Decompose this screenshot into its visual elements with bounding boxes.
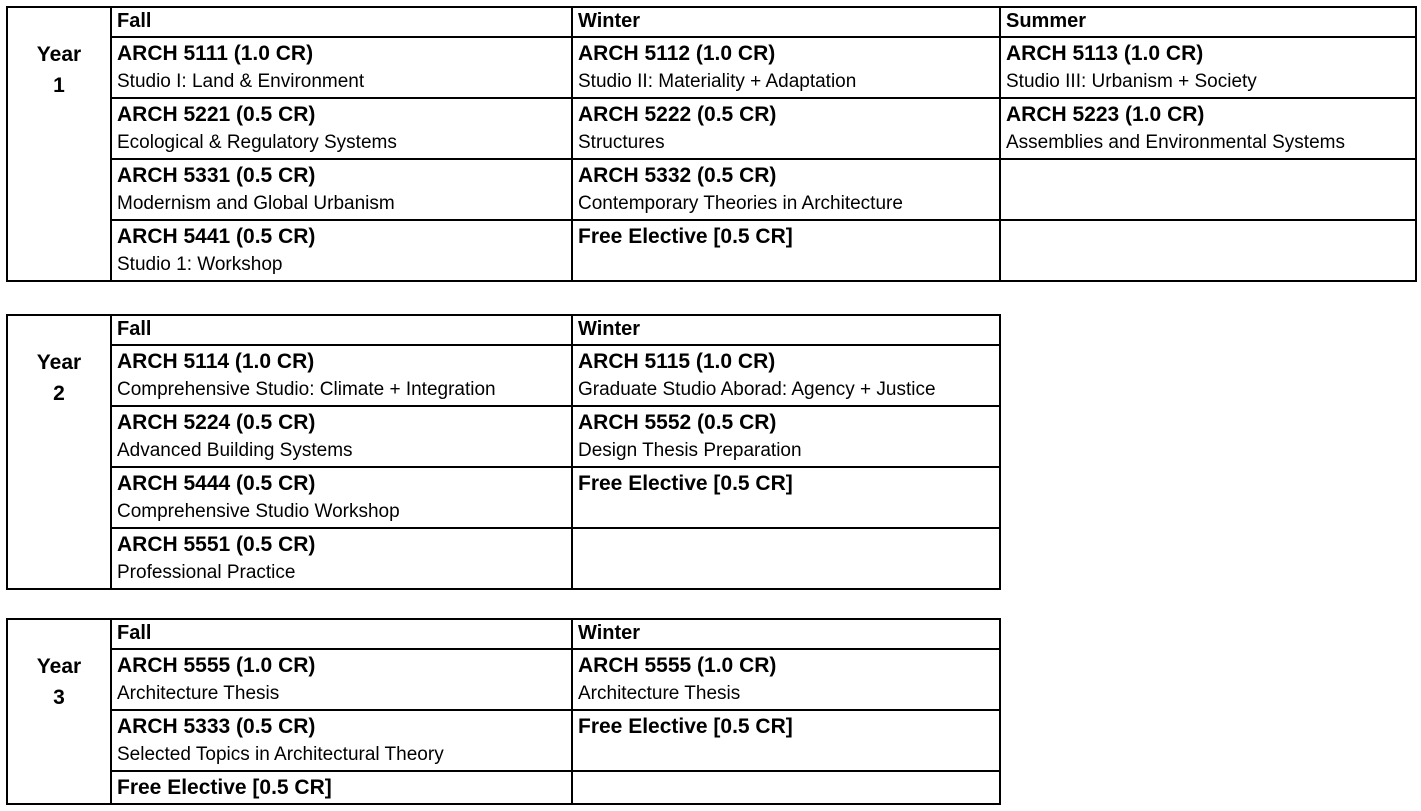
course-code: ARCH 5114 (1.0 CR) bbox=[117, 350, 315, 373]
course-cell bbox=[572, 467, 1000, 528]
year-word: Year bbox=[36, 655, 82, 678]
empty-cell bbox=[572, 771, 1000, 804]
course-code: ARCH 5222 (0.5 CR) bbox=[578, 103, 777, 126]
course-title: Assemblies and Environmental Systems bbox=[1006, 132, 1345, 153]
course-code: ARCH 5551 (0.5 CR) bbox=[117, 533, 316, 556]
course-code: ARCH 5112 (1.0 CR) bbox=[578, 42, 776, 65]
year-number: 1 bbox=[53, 74, 65, 97]
course-code: ARCH 5333 (0.5 CR) bbox=[117, 715, 316, 738]
course-cell bbox=[111, 345, 572, 406]
course-code: ARCH 5555 (1.0 CR) bbox=[117, 654, 316, 677]
course-cell bbox=[111, 406, 572, 467]
course-title: Graduate Studio Aborad: Agency + Justice bbox=[578, 379, 936, 400]
course-cell bbox=[572, 345, 1000, 406]
free-elective: Free Elective [0.5 CR] bbox=[117, 776, 332, 799]
course-cell bbox=[111, 37, 572, 98]
year-word: Year bbox=[36, 43, 82, 66]
course-title: Professional Practice bbox=[117, 562, 296, 583]
course-cell bbox=[572, 98, 1000, 159]
course-cell bbox=[111, 649, 572, 710]
course-title: Advanced Building Systems bbox=[117, 440, 353, 461]
term-header-fall: Fall bbox=[111, 619, 572, 649]
course-code: ARCH 5113 (1.0 CR) bbox=[1006, 42, 1204, 65]
course-cell bbox=[1000, 98, 1416, 159]
free-elective: Free Elective [0.5 CR] bbox=[578, 715, 793, 738]
course-code: ARCH 5221 (0.5 CR) bbox=[117, 103, 316, 126]
course-cell bbox=[572, 37, 1000, 98]
course-cell bbox=[572, 649, 1000, 710]
course-title: Architecture Thesis bbox=[578, 683, 741, 704]
term-header-winter: Winter bbox=[572, 315, 1000, 345]
year-number: 2 bbox=[53, 382, 65, 405]
course-cell bbox=[1000, 37, 1416, 98]
course-cell bbox=[111, 220, 572, 281]
course-title: Modernism and Global Urbanism bbox=[117, 193, 395, 214]
year-2-label bbox=[7, 315, 111, 589]
course-title: Studio III: Urbanism + Society bbox=[1006, 71, 1257, 92]
course-title: Design Thesis Preparation bbox=[578, 440, 802, 461]
year-word: Year bbox=[36, 351, 82, 374]
course-title: Studio II: Materiality + Adaptation bbox=[578, 71, 857, 92]
course-code: ARCH 5115 (1.0 CR) bbox=[578, 350, 776, 373]
course-code: ARCH 5444 (0.5 CR) bbox=[117, 472, 316, 495]
course-code: ARCH 5332 (0.5 CR) bbox=[578, 164, 777, 187]
course-cell bbox=[111, 98, 572, 159]
free-elective: Free Elective [0.5 CR] bbox=[578, 472, 793, 495]
course-code: ARCH 5552 (0.5 CR) bbox=[578, 411, 777, 434]
empty-cell bbox=[1000, 159, 1416, 220]
course-cell bbox=[111, 528, 572, 589]
year-number: 3 bbox=[53, 686, 65, 709]
course-cell bbox=[572, 406, 1000, 467]
year-2-table bbox=[6, 314, 1001, 590]
course-title: Comprehensive Studio: Climate + Integration bbox=[117, 379, 496, 400]
course-cell bbox=[111, 771, 572, 804]
course-title: Selected Topics in Architectural Theory bbox=[117, 744, 444, 765]
term-header-winter: Winter bbox=[572, 619, 1000, 649]
course-title: Studio 1: Workshop bbox=[117, 254, 283, 275]
course-cell bbox=[111, 467, 572, 528]
term-header-summer: Summer bbox=[1000, 7, 1416, 37]
course-title: Ecological & Regulatory Systems bbox=[117, 132, 397, 153]
course-code: ARCH 5331 (0.5 CR) bbox=[117, 164, 316, 187]
year-1-table bbox=[6, 6, 1417, 282]
course-code: ARCH 5224 (0.5 CR) bbox=[117, 411, 316, 434]
free-elective: Free Elective [0.5 CR] bbox=[578, 225, 793, 248]
course-title: Comprehensive Studio Workshop bbox=[117, 501, 400, 522]
year-3-label bbox=[7, 619, 111, 804]
course-cell bbox=[572, 710, 1000, 771]
year-1-label bbox=[7, 7, 111, 281]
course-cell bbox=[572, 220, 1000, 281]
course-cell bbox=[111, 159, 572, 220]
empty-cell bbox=[1000, 220, 1416, 281]
course-code: ARCH 5223 (1.0 CR) bbox=[1006, 103, 1205, 126]
course-cell bbox=[111, 710, 572, 771]
empty-cell bbox=[572, 528, 1000, 589]
course-code: ARCH 5555 (1.0 CR) bbox=[578, 654, 777, 677]
term-header-fall: Fall bbox=[111, 315, 572, 345]
term-header-winter: Winter bbox=[572, 7, 1000, 37]
course-title: Studio I: Land & Environment bbox=[117, 71, 365, 92]
course-title: Structures bbox=[578, 132, 665, 153]
course-code: ARCH 5111 (1.0 CR) bbox=[117, 42, 314, 65]
course-code: ARCH 5441 (0.5 CR) bbox=[117, 225, 316, 248]
course-title: Contemporary Theories in Architecture bbox=[578, 193, 903, 214]
course-title: Architecture Thesis bbox=[117, 683, 280, 704]
year-3-table bbox=[6, 618, 1001, 805]
course-cell bbox=[572, 159, 1000, 220]
term-header-fall: Fall bbox=[111, 7, 572, 37]
